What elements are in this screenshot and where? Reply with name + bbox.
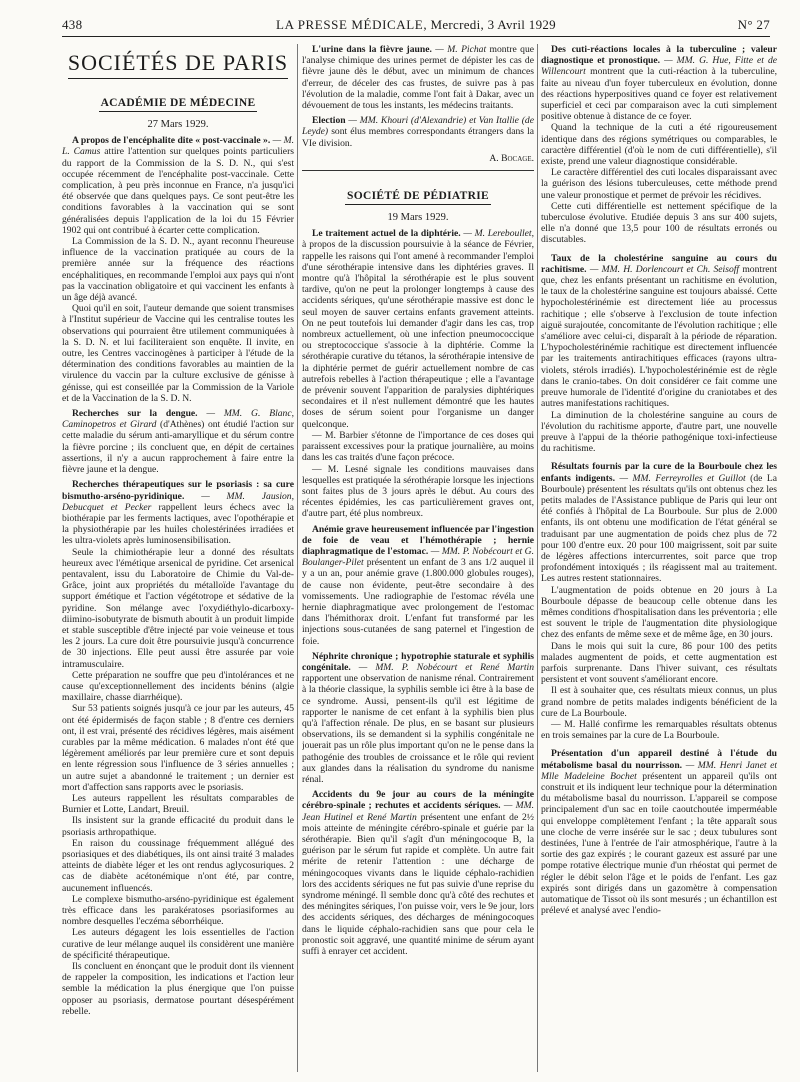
- journal-name: LA PRESSE MÉDICALE: [276, 17, 424, 32]
- article-authors: — MM. P. Nobécourt et G. Boulanger-Pilet: [302, 545, 534, 569]
- article-text: Le complexe bismutho-arséno-pyridinique est également très efficace dans les parakératoses psoriasiformes au nombre desquelles l'eczéma séborrhéique.: [62, 893, 294, 928]
- article-authors: — MM. Khouri (d'Alexandrie) et Van Itallie (de Leyde): [302, 115, 534, 138]
- article-text: présentent un appareil qu'ils ont construit et ils indiquent leur technique pour la détermination du métabolisme basal du nourrisson. L'appareil se compose principalement d'un sac en toile caoutchoutée imperméable qui enveloppe complètement l'enfant ; la tête apparaît sous une cloche de verre insérée sur le sac ; deux tubulures sont destinées, l'une à l'entrée de l'air atmosphérique, l'autre à la sortie des gaz expirés ; le courant gazeux est assuré par une pompe rotative électrique munie d'un rhéostat qui permet de régler le débit selon l'âge et le poids de l'enfant. Les gaz expirés sont dirigés dans un gazomètre à compensation automatique de Tissot où ils sont mesurés ; un échantillon est prélevé et analysé avec l'endio-: [541, 770, 777, 917]
- article-text: sont élus membres correspondants étrangers dans la VIe division.: [302, 126, 534, 149]
- article-diphterie: [302, 228, 534, 519]
- article-title: Néphrite chronique ; hypotrophie staturale et syphilis congénitale.: [302, 650, 534, 673]
- article-title: Accidents du 9e jour au cours de la méningite cérébro-spinale ; rechutes et accidents sériques.: [302, 789, 534, 812]
- column-rule-1: [297, 44, 298, 1072]
- article-cuti-reactions: [541, 44, 777, 246]
- article-text: En raison du coussinage fréquemment allégué des psoriasiques et des diabétiques, ils ont ainsi traité 3 malades atteints de diabète léger et les ont rendus aglycosuriques. 2 cas de diabète acétonémique n'ont été, par contre, aucunement influencés.: [62, 837, 294, 894]
- section-separator: [302, 170, 534, 171]
- article-text: montrent que la cuti-réaction à la tuberculine, faite au niveau d'un foyer tuberculeux en évolution, donne des réactions hyperpositives quand ce foyer est relativement superficiel et ceci par comparaison avec la cuti simplement positive obtenue à distance de ce foyer.: [541, 66, 777, 123]
- article-dengue: [62, 408, 294, 475]
- article-title: Résultats fournis par la cure de la Bourboule chez les enfants indigents.: [541, 461, 777, 484]
- academie-heading: [62, 80, 294, 116]
- article-text: (d'Athènes) ont étudié l'action sur cette maladie du sérum anti-amaryllique et du sérum contre la fièvre porcine ; ils concluent que, en dépit de certaines assertions, il n'y a aucun rapprochement à faire entre la fièvre jaune et la dengue.: [62, 419, 294, 476]
- article-title: Recherches thérapeutiques sur le psoriasis : sa cure bismutho-arséno-pyridinique.: [62, 479, 294, 502]
- academie-date: 27 Mars 1929.: [147, 119, 209, 130]
- article-title: Présentation d'un appareil destiné à l'étude du métabolisme basal du nourrisson.: [541, 748, 777, 771]
- article-cholesterine: [541, 253, 777, 455]
- article-text: Cette cuti différentielle est nettement spécifique de la tuberculose évolutive. Etudiée depuis 3 ans sur 400 sujets, elle n'a donné que 13,5 pour 100 de résultats erronés ou discutables.: [541, 200, 777, 246]
- article-authors: — M. Lereboullet,: [463, 228, 534, 240]
- article-text: montre que l'analyse chimique des urines permet de dépister les cas de fièvre jaune dès le début, avec un minimum de chances d'erreur, de déceler des cas frustes, de suivre pas à pas l'évolution de la maladie, comme l'ont fait à Dakar, avec un dévouement de tous les instants, les médecins traitants.: [302, 44, 534, 112]
- article-text: Ils concluent en énonçant que le produit dont ils viennent de rappeler la composition, les indications et l'action leur semble la médication la plus énergique que l'on puisse opposer au psoriasis, dermatose pourtant désespérément rebelle.: [62, 961, 294, 1017]
- article-text: Dans le mois qui suit la cure, 86 pour 100 des petits malades augmentent de poids, et cette augmentation est parfois surprenante. Dans l'hiver suivant, ces résultats persistent et vont souvent s'améliorant encore.: [541, 640, 777, 686]
- article-title: Recherches sur la dengue.: [72, 408, 198, 420]
- article-text: Quand la technique de la cuti a été rigoureusement identique dans des régions symétriques ou comparables, le caractère différentiel (d'où le nom de cuti différentielle), s'il existe, prend une valeur diagnostique considérable.: [541, 122, 777, 168]
- article-nephrite: [302, 651, 534, 785]
- article-text: Seule la chimiothérapie leur a donné des résultats heureux avec l'émétique arsenical de pyridine. Cet arsenical pentavalent, issu du Laboratoire de Chimie du Val-de-Grâce, joint aux propriétés du métalloïde l'avantage du support émétique et l'action végétotrope et sédative de la pyridine. Son mélange avec l'oxydiéthylo-dicarboxy-diimino-isobutyrate de bismuth aboutit à un produit limpide et stable susceptible d'être injecté par voie veineuse et tous les 2 jours. La cure doit être poursuivie jusqu'à concurrence de 30 injections. Elle peut aussi être assurée par voie intramusculaire.: [62, 546, 294, 670]
- academie-title: ACADÉMIE DE MÉDECINE: [99, 96, 258, 112]
- article-text: Sur 53 patients soignés jusqu'à ce jour par les auteurs, 45 ont été épidermisés de façon stable ; 8 d'entre ces derniers ont, il est vrai, présenté des récidives légères, mais aisément curables par la même médication. 6 malades n'ont été que légèrement améliorés par leur première cure et sont depuis en lente régression sous l'influence de 3 séries annuelles ; un autre sujet a abandonné le traitement ; un dernier est mort d'affection sans rapports avec le psoriasis.: [62, 703, 294, 793]
- column-3: [541, 44, 777, 1072]
- article-text: — M. Hallé confirme les remarquables résultats obtenus en trois semaines par la cure de La Bourboule.: [541, 718, 777, 742]
- column-1: [62, 44, 294, 1072]
- article-text: présentent une enfant de 2½ mois atteinte de méningite cérébro-spinale et guérie par la sérothérapie. Bien qu'il s'agît d'un méningocoque B, la guérison par le sérum fut rapide et complète. Un autre fait mérite de retenir l'attention : une décharge de méningocoques vivants dans le liquide céphalo-rachidien lors des accidents sériques ne fut pas suivie d'une reprise du syndrome méningé. Il semble donc qu'à côté des rechutes et des méningites sériques, l'on puisse voir, vers le 9e jour, lors des accidents sériques, des décharges de méningocoques dans le liquide céphalo-rachidien sans que pour cela le pronostic soit aggravé, une quantité minime de sérum ayant suffi à enrayer cet accident.: [302, 811, 534, 958]
- issue-date: Mercredi, 3 Avril 1929: [430, 17, 556, 32]
- article-authors: — MM. Ferreyrolles et Guillot: [619, 472, 746, 484]
- article-authors: — M. L. Camus: [62, 135, 294, 158]
- article-text: — M. Barbier s'étonne de l'importance de ces doses qui paraissent excessives pour la pratique journalière, au moins dans les cas traités d'une façon précoce.: [302, 429, 534, 464]
- article-title: Taux de la cholestérine sanguine au cours du rachitisme.: [541, 252, 777, 275]
- article-text: rapportent une observation de nanisme rénal. Contrairement à la théorie classique, la syphilis semble ici être à la base de ce syndrome. Aussi, pensent-ils qu'il est légitime de rapporter le nanisme de cet enfant à la syphilis bien plus qu'à l'affection rénale. De plus, en se basant sur plusieurs observations, ils se demandent si la syphilis congénitale ne jouerait pas un rôle plus important qu'on ne le pense dans la pathogénie des troubles de croissance et le rôle qui revient aux glandes dans la réalisation du syndrome du nanisme rénal.: [302, 673, 534, 785]
- journal-title-line: LA PRESSE MÉDICALE, Mercredi, 3 Avril 1929: [276, 17, 556, 32]
- article-authors: — MM. Jausion, Debucquet et Pecker: [62, 490, 294, 513]
- section-title: SOCIÉTÉS DE PARIS: [68, 50, 288, 79]
- article-authors: — MM. G. Hue, Fitte et de Willencourt: [541, 55, 777, 78]
- article-text: montrent que, chez les enfants présentant un rachitisme en évolution, le taux de la cholestérine sanguine est toujours abaissé. Cette hypocholestérinémie est directement liée au processus rachitique ; elle s'observe à l'exclusion de toute infection aiguë surajoutée, concomitante de l'évolution rachitique ; elle s'améliore avec celui-ci, disparaît à la période de réparation. L'hypocholestérinémie rachitique est directement influencée par les traitements antirachitiques efficaces (rayons ultra-violets, stérols irradiés). L'hypocholestérinémie est de règle dans le cranio-tabes. On doit considérer ce fait comme une preuve humorale de l'identité d'origine du craniotabes et des autres manifestations rachitiques.: [541, 263, 777, 410]
- article-authors: — MM. Jean Hutinel et René Martin: [302, 800, 534, 823]
- issue-number: N° 27: [737, 17, 770, 32]
- article-meningite: [302, 789, 534, 957]
- section-heading: [62, 44, 294, 80]
- article-bourboule: [541, 461, 777, 741]
- article-text: présentent un enfant de 3 ans 1/2 auquel il y a un an, pour anémie grave (1.800.000 globules rouges), de cause non évidente, peut-être secondaire à des vomissements. Une radiographie de l'estomac révéla une hernie diaphragmatique avec prolongement de l'estomac dans l'hémithorax droit. L'enfant fut transformé par les injections sous-cutanées de sang paternel et l'ingestion de foie.: [302, 557, 534, 647]
- article-authors: — MM. P. Nobécourt et René Martin: [358, 661, 534, 673]
- signature: A. Bocage.: [489, 152, 534, 164]
- article-urine: [302, 44, 534, 111]
- article-authors: — M. Pichat: [435, 44, 487, 55]
- article-psoriasis: [62, 479, 294, 1017]
- article-text: Ils insistent sur la grande efficacité du produit dans le psoriasis arthropathique.: [62, 815, 294, 838]
- article-text: rappellent leurs échecs avec la biothérapie par les ferments lactiques, avec l'opothérapie et la physiothérapie par les huiles cholestérinées irradiées et les ultra-violets après luminosensibilisation.: [62, 501, 294, 547]
- pediatrie-heading: [302, 173, 534, 209]
- article-text: (de La Bourboule) présentent les résultats qu'ils ont obtenus chez les petits malades de l'Assistance publique de Paris qui leur ont été confiés à l'hôpital de La Bourboule. Sur plus de 2.000 enfants, ils ont obtenu une modification de l'état général se traduisant par une augmentation de poids chez plus de 72 pour 100 d'entre eux. 20 pour 100 maigrissent, soit par suite de légères affections intercurrentes, soit parce que trop profondément intoxiqués ; ils réagissent mal au traitement. Les autres restent stationnaires.: [541, 472, 777, 585]
- article-text: Le caractère différentiel des cuti locales disparaissant avec la guérison des lésions tuberculeuses, cette méthode prend une valeur pronostique et permet de prévoir les récidives.: [541, 167, 777, 201]
- article-text: Quoi qu'il en soit, l'auteur demande que soient transmises à l'Institut supérieur de Vaccine qui les centralise toutes les observations qui pourraient être utilement communiquées à la S. D. N. et lui faciliteraient son enquête. Il invite, en outre, les Centres vaccinogènes à participer à l'étude de la détermination des conditions favorables au maintien de la virulence du vaccin par la culture exclusive de génisse à génisse, qui est conseillée par la Commission de la Variole et de la Vaccination de la S. D. N.: [62, 303, 294, 404]
- article-text: Les auteurs rappellent les résultats comparables de Burnier et Lotte, Landart, Breuil.: [62, 792, 294, 816]
- article-title: L'urine dans la fièvre jaune.: [312, 44, 432, 55]
- running-header: [62, 17, 770, 33]
- article-metabolisme: [541, 748, 777, 916]
- article-title: Anémie grave heureusement influencée par l'ingestion de foie de veau et l'hémothérapie ; hernie diaphragmatique de l'estomac.: [302, 523, 534, 557]
- pediatrie-title: SOCIÉTÉ DE PÉDIATRIE: [345, 189, 491, 205]
- article-authors: — MM. H. Dorlencourt et Ch. Seisoff: [589, 263, 740, 275]
- column-rule-2: [537, 44, 538, 1072]
- article-text: Il est à souhaiter que, ces résultats mieux connus, un plus grand nombre de petits malades indigents bénéficient de la cure de La Bourboule.: [541, 685, 777, 719]
- article-text: attire l'attention sur quelques points particuliers du rapport de la Commission de la S. D. N., qui s'est occupée récemment de l'encéphalite post-vaccinale. Cette complication, à peu près inconnue en France, n'a jusqu'ici été observée que dans quelques pays. Ce sont peut-être les conditions favorables à la vaccination qui se sont généralisées depuis l'application de la loi du 15 Février 1902 qui ont contribué à écarter cette complication.: [62, 146, 294, 236]
- page-number: 438: [62, 17, 83, 32]
- article-title: Election: [312, 115, 346, 127]
- article-anemie: [302, 524, 534, 647]
- article-text: L'augmentation de poids obtenue en 20 jours à La Bourboule dépasse de beaucoup celle obtenue dans les mêmes conditions d'hospitalisation dans les préventoria ; elle est souvent le triple de l'augmentation dite physiologique chez des enfants de même sexe et de même âge, en 30 jours.: [541, 584, 777, 641]
- header-rule: [62, 36, 770, 37]
- article-text: La Commission de la S. D. N., ayant reconnu l'heureuse influence de la vaccination pratiquée au cours de la première année sur la fréquence des réactions encéphalitiques, en recommande l'emploi aux pays qui n'ont pas la vaccination obligatoire et qui vaccinent les enfants à un âge déjà avancé.: [62, 236, 294, 304]
- article-text: Les auteurs dégagent les lois essentielles de l'action curative de leur mélange auquel ils considèrent une manière de spécificité thérapeutique.: [62, 927, 294, 961]
- article-text: La diminution de la cholestérine sanguine au cours de l'évolution du rachitisme apporte, d'autre part, une nouvelle preuve à l'appui de la théorie pathogénique toxi-infectieuse du rachitisme.: [541, 409, 777, 455]
- article-title: Des cuti-réactions locales à la tuberculine ; valeur diagnostique et pronostique.: [541, 44, 777, 67]
- article-authors: — MM. G. Blanc, Caminopetros et Girard: [62, 408, 294, 431]
- article-text: à propos de la discussion poursuivie à la séance de Février, rappelle les raisons qui l'ont amené à recommander l'emploi d'une sérothérapie intensive dans les diphtéries graves. Il montre qu'à l'hôpital la sérothérapie est le plus souvent tardive, qu'on ne peut la prolonger longtemps à cause des accidents sériques, qu'une sérothérapie massive est donc le seul moyen de sauver certains enfants gravement atteints. On ne peut toutefois lui demander d'agir dans les cas, trop nombreux actuellement, où une infection pneumococcique ou streptococcique s'associe à la diphtérie. Comme la sérothérapie curative du tétanos, la sérothérapie intensive de la diphtérie permet de guérir actuellement nombre de cas autrefois rebelles à l'action thérapeutique ; elle a l'avantage de prévenir souvent l'apparition de paralysies diphtériques secondaires et il n'est nullement démontré que les hautes doses de sérum soient pour l'organisme un danger quelconque.: [302, 239, 534, 430]
- article-title: A propos de l'encéphalite dite « post-vaccinale ».: [72, 135, 271, 147]
- pediatrie-date: 19 Mars 1929.: [387, 212, 449, 224]
- article-authors: — MM. Henri Janet et Mlle Madeleine Bochet: [541, 759, 777, 782]
- article-text: — M. Lesné signale les conditions mauvaises dans lesquelles est pratiquée la sérothérapie lorsque les injections sont faites plus de 3 jours après le début. Au cours des récentes épidémies, les cas particulièrement graves ont, d'autre part, été plus nombreux.: [302, 463, 534, 520]
- column-2: [302, 44, 534, 1072]
- article-election: [302, 115, 534, 149]
- article-text: Cette préparation ne souffre que peu d'intolérances et ne cause qu'exceptionnellement des incidents bénins (algie maxillaire, chasse diarrhéique).: [62, 669, 294, 704]
- article-title: Le traitement actuel de la diphtérie.: [312, 228, 461, 240]
- article-encephalite: [62, 135, 294, 404]
